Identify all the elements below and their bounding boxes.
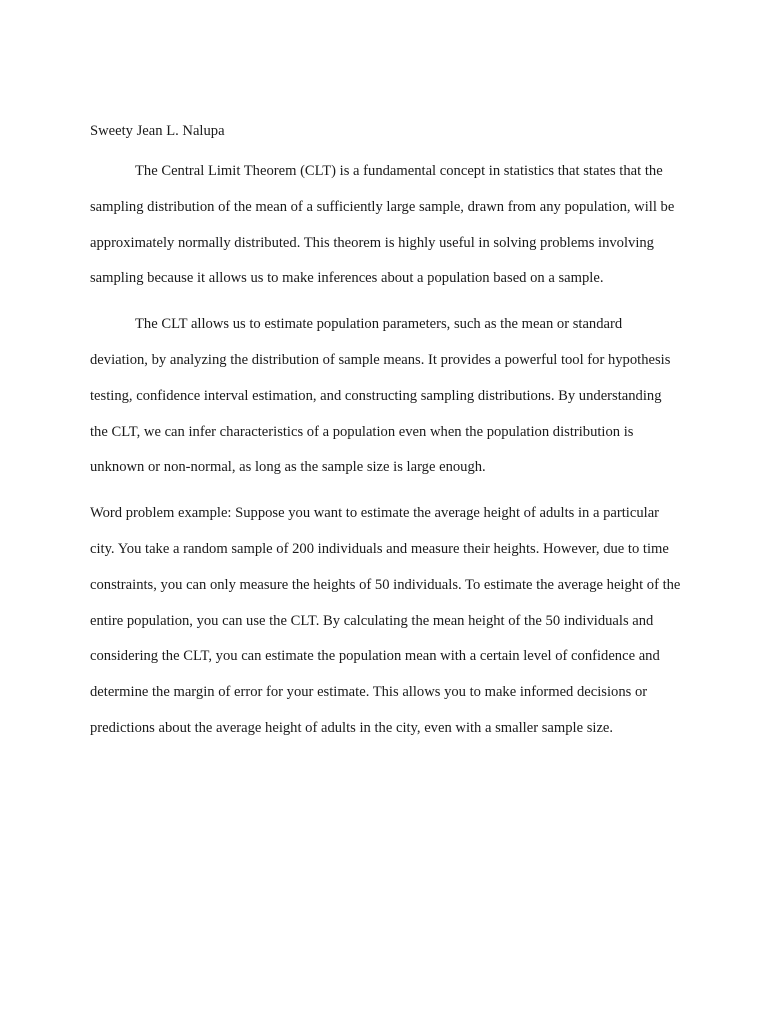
paragraph-clt-definition: The Central Limit Theorem (CLT) is a fundamental concept in statistics that states that the sampling distribution of the mean of a sufficiently large sample, drawn from any population, will be approximately normally distributed. This theorem is highly useful in solving problems involving sampling because it allows us to make inferences about a population based on a sample.	[90, 163, 675, 287]
paragraph-word-problem: Word problem example: Suppose you want to estimate the average height of adults in a particular city. You take a random sample of 200 individuals and measure their heights. However, due to time constraints, you can only measure the heights of 50 individuals. To estimate the average height of the entire population, you can use the CLT. By calculating the mean height of the 50 individuals and considering the CLT, you can estimate the population mean with a certain level of confidence and determine the margin of error for your estimate. This allows you to make informed decisions or predictions about the average height of adults in the city, even with a smaller sample size.	[90, 505, 681, 736]
author-name: Sweety Jean L. Nalupa	[90, 123, 225, 139]
paragraph-clt-applications: The CLT allows us to estimate population parameters, such as the mean or standard deviation, by analyzing the distribution of sample means. It provides a powerful tool for hypothesis testing, confidence interval estimation, and constructing sampling distributions. By understanding the CLT, we can infer characteristics of a population even when the population distribution is unknown or non-normal, as long as the sample size is large enough.	[90, 316, 671, 476]
document-body	[90, 121, 682, 747]
